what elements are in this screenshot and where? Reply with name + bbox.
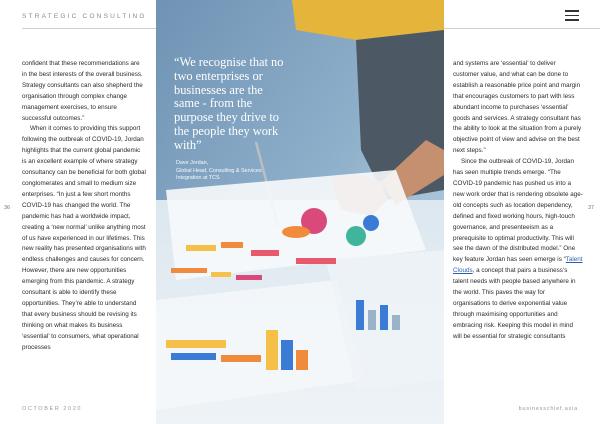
quote-author-title: Global Head, Consulting & Services Integration at TCS: [176, 167, 262, 182]
pull-quote: “We recognise that no two enterprises or businesses are the same - from the purpose they drive to the people they work with”: [174, 55, 284, 152]
page-number-right: 37: [588, 205, 595, 211]
footer-site[interactable]: businesschief.asia: [518, 406, 578, 412]
right-paragraph-2: [453, 157, 583, 342]
right-column: [453, 59, 583, 343]
talent-clouds-link[interactable]: Talent Clouds: [453, 256, 583, 275]
header-divider: [22, 28, 156, 29]
left-paragraph-1: confident that these recommendations are in the best interests of the overall business. Strategy consultants can also shepherd the organisation through complex change management exercises, to ensure successful outcomes.”: [22, 60, 143, 122]
right-paragraph-2-end: , a concept that pairs a business’s talent needs with people based anywhere in the world. This paves the way for organisations to derive exponential value through maximising opportunities and embracing risk. Keeping this model in mind will be essential for strategic consultants: [453, 267, 576, 340]
header-divider-right: [444, 28, 600, 29]
section-label: STRATEGIC CONSULTING: [22, 13, 147, 20]
left-column: [22, 59, 146, 353]
left-paragraph-2: When it comes to providing this support following the outbreak of COVID-19, Jordan highlights that the current global pandemic is an excellent example of where strategy consultancy can be beneficial for both global conglomerates and small to medium size enterprises. “In just a few short months COVID-19 has changed the world. The pandemic has had a worldwide impact, creating a ‘new normal’ unlike anything most of us have experienced in our lifetimes. This new reality has presented organisations with endless challenges and causes for concern. However, there are new opportunities emerging from this pandemic. A strategy consultant is able to identify these opportunities. They’re able to understand that every business should be revising its thinking on what makes its business ‘essential’ to consumers, what operational processes: [22, 125, 146, 351]
page-number-left: 36: [4, 205, 11, 211]
right-paragraph-2-start: Since the outbreak of COVID-19, Jordan has seen multiple trends emerge. “The COVID-19 pandemic has pushed us into a new work order that is rendering obsolete age-old concepts such as location dependency, defined and fixed working hours, high-touch governance, and presenteeism as a prerequisite to optimal productivity. This will see the dawn of the distributed model.” One key feature Jordan has seen emerge is “: [453, 158, 583, 264]
quote-author-name: Dave Jordan,: [176, 160, 209, 166]
quote-attribution: [176, 160, 276, 183]
right-paragraph-1: and systems are ‘essential’ to deliver customer value, and what can be done to establish a reasonable price point and margin that encourages customers to part with less abundant income to purchases ‘essential’ goods and services. A strategy consultant has the ability to look at the situation from a purely objective point of view and advise on the best next steps.”: [453, 60, 582, 155]
hamburger-menu-icon[interactable]: [565, 10, 579, 21]
footer-date: OCTOBER 2020: [22, 406, 83, 412]
